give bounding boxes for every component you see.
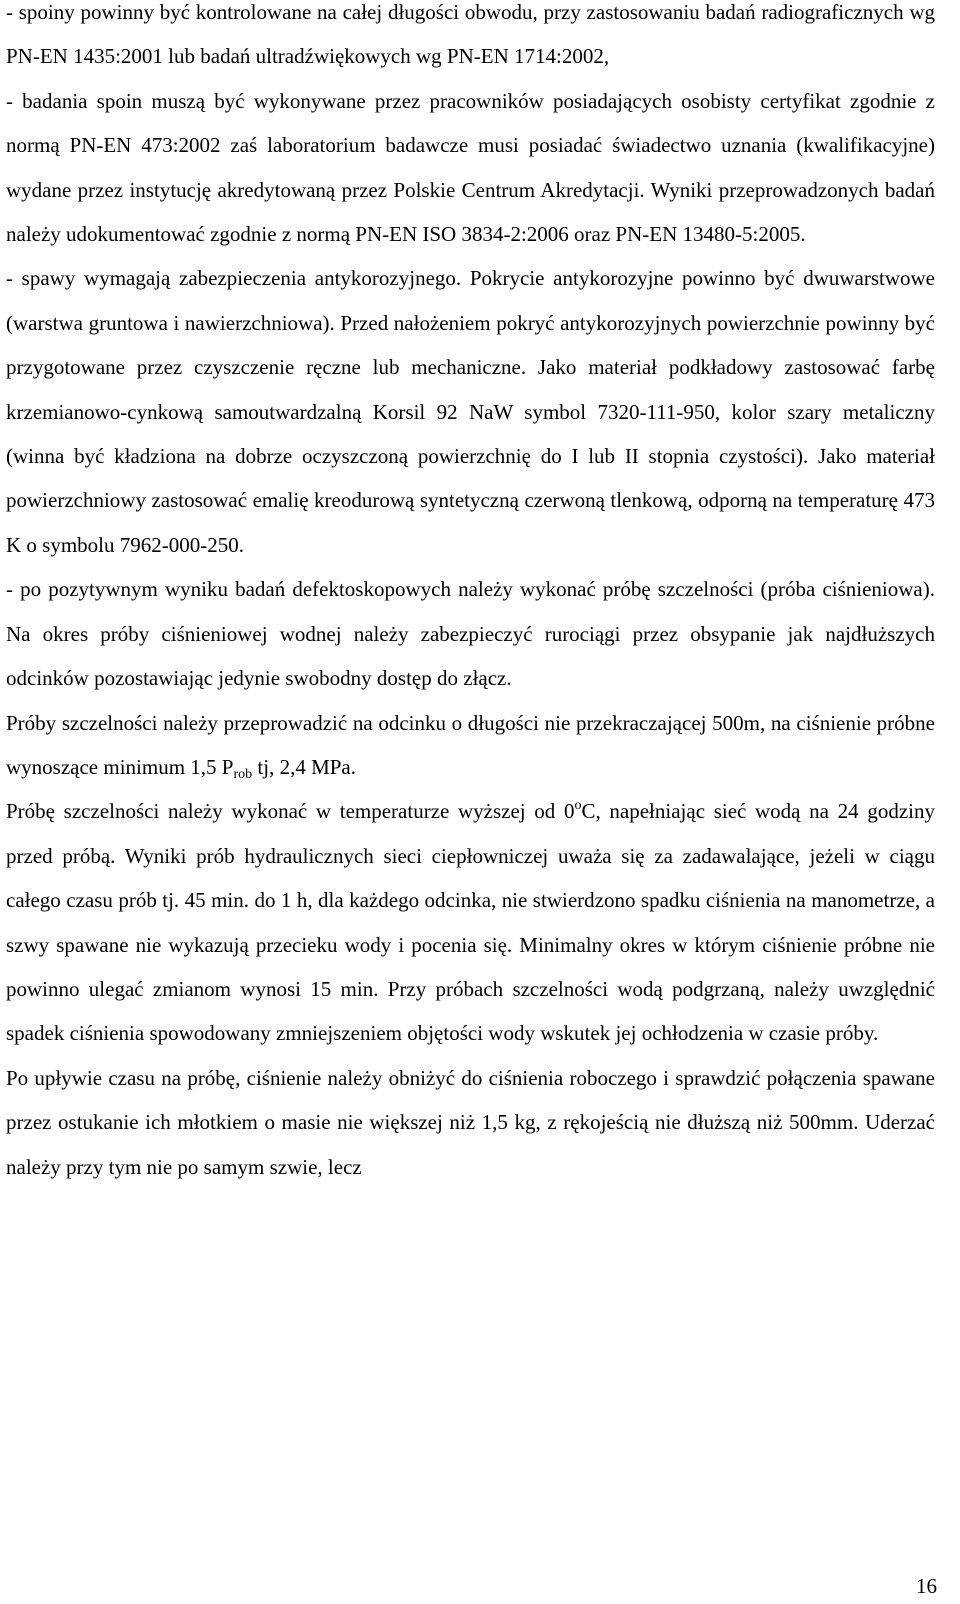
paragraph-weld-inspection: - spoiny powinny być kontrolowane na całej długości obwodu, przy zastosowaniu badań radiograficznych wg PN-EN 1435:2001 lub badań ultradźwiękowych wg PN-EN 1714:2002, [6, 0, 935, 69]
text-segment: C, napełniając sieć wodą na 24 godziny przed próbą. Wyniki prób hydraulicznych sieci ciepłowniczej uważa się za zadawalające, jeżeli w ciągu całego czasu prób tj. 45 min. do 1 h, dla każdego odcinka, nie stwierdzono spadku ciśnienia na manometrze, a szwy spawane nie wykazują przecieku wody i pocenia się. Minimalny okres w którym ciśnienie próbne nie powinno ulegać zmianom wynosi 15 min. Przy próbach szczelności wodą podgrzaną, należy uwzględnić spadek ciśnienia spowodowany zmniejszeniem objętości wody wskutek jej ochłodzenia w czasie próby. [6, 799, 935, 1046]
superscript-degree: o [574, 798, 582, 814]
text-segment: tj, 2,4 MPa. [252, 754, 356, 779]
text-segment: Próby szczelności należy przeprowadzić na odcinku o długości nie przekraczającej 500m, na ciśnienie próbne wynoszące minimum 1,5 P [6, 710, 935, 779]
text-segment: Próbę szczelności należy wykonać w temperaturze wyższej od 0 [6, 799, 575, 824]
paragraph-pressure-test-conditions [6, 789, 935, 1055]
subscript-rob: rob [233, 766, 253, 782]
paragraph-anticorrosion-coating: - spawy wymagają zabezpieczenia antykorozyjnego. Pokrycie antykorozyjne powinno być dwuwarstwowe (warstwa gruntowa i nawierzchniowa). Przed nałożeniem pokryć antykorozyjnych powierzchnie powinny być przygotowane przez czyszczenie ręczne lub mechaniczne. Jako materiał podkładowy zastosować farbę krzemianowo-cynkową samoutwardzalną Korsil 92 NaW symbol 7320-111-950, kolor szary metaliczny (winna być kładziona na dobrze oczyszczoną powierzchnię do I lub II stopnia czystości). Jako materiał powierzchniowy zastosować emalię kreodurową syntetyczną czerwoną tlenkową, odporną na temperaturę 473 K o symbolu 7962-000-250. [6, 266, 935, 557]
paragraph-pressure-test-preparation: - po pozytywnym wyniku badań defektoskopowych należy wykonać próbę szczelności (próba ciśnieniowa). Na okres próby ciśnieniowej wodnej należy zabezpieczyć rurociągi przez obsypanie jak najdłuższych odcinków pozostawiając jedynie swobodny dostęp do złącz. [6, 577, 935, 691]
paragraph-weld-testing-certification: - badania spoin muszą być wykonywane przez pracowników posiadających osobisty certyfikat zgodnie z normą PN-EN 473:2002 zaś laboratorium badawcze musi posiadać świadectwo uznania (kwalifikacyjne) wydane przez instytucję akredytowaną przez Polskie Centrum Akredytacji. Wyniki przeprowadzonych badań należy udokumentować zgodnie z normą PN-EN ISO 3834-2:2006 oraz PN-EN 13480-5:2005. [6, 88, 935, 247]
page-number: 16 [916, 1574, 937, 1598]
paragraph-post-test-inspection: Po upływie czasu na próbę, ciśnienie należy obniżyć do ciśnienia roboczego i sprawdzić połączenia spawane przez ostukanie ich młotkiem o masie nie większej niż 1,5 kg, z rękojeścią nie dłuższą niż 500mm. Uderzać należy przy tym nie po samym szwie, lecz [6, 1065, 935, 1179]
paragraph-pressure-test-parameters [6, 701, 935, 790]
body-text [6, 0, 935, 1189]
